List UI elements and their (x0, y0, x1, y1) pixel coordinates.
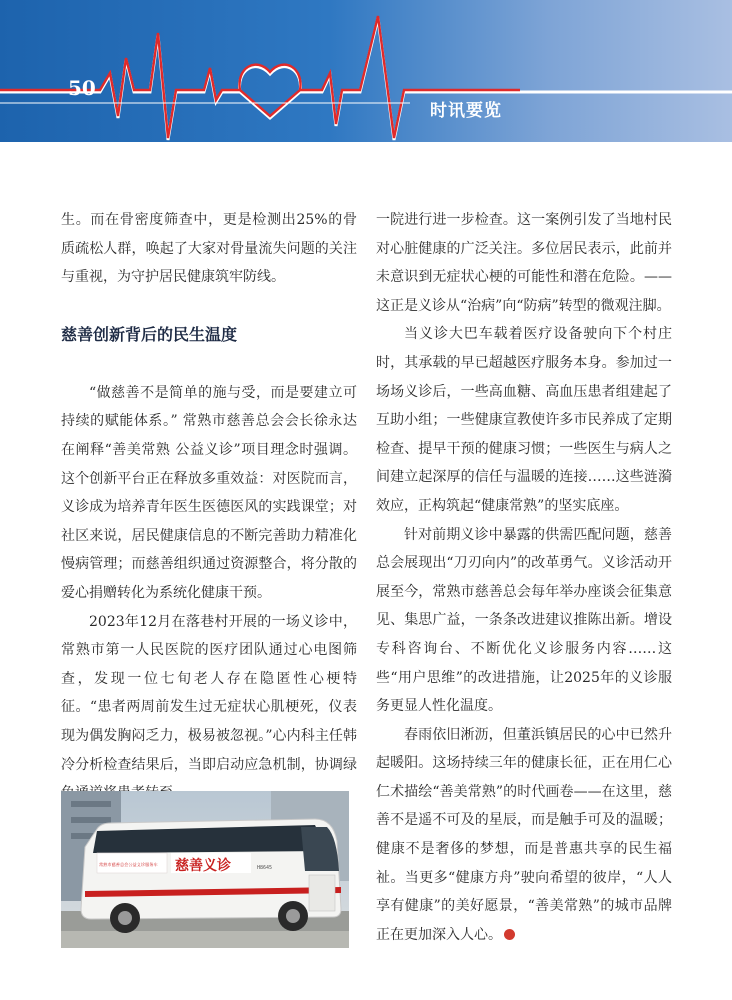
bus-side-text: 常熟市慈善总会公益义诊服务车 (99, 862, 158, 867)
page-header (0, 0, 732, 142)
right-column (376, 206, 672, 949)
ecg-heart-icon (0, 0, 732, 142)
bus-sign: 慈善义诊 (175, 858, 231, 874)
left-paragraph-1: 生。而在骨密度筛查中，更是检测出25%的骨质疏松人群，唤起了大家对骨量流失问题的关注与重视，为守护居民健康筑牢防线。 (61, 212, 357, 286)
right-paragraph-4 (376, 721, 672, 950)
right-paragraph-2: 当义诊大巴车载着医疗设备驶向下个村庄时，其承载的早已超越医疗服务本身。参加过一场场义诊后，一些高血糖、高血压患者组建起了互助小组；一些健康宣教使许多市民养成了定期检查、提早干预的健康习惯；一些医生与病人之间建立起深厚的信任与温暖的连接……这些涟漪效应，正构筑起“健康常熟”的坚实底座。 (376, 326, 672, 514)
left-paragraph-3: 2023年12月在落巷村开展的一场义诊中，常熟市第一人民医院的医疗团队通过心电图筛查，发现一位七旬老人存在隐匿性心梗特征。“患者两周前发生过无症状心肌梗死，仪表现为偶发胸闷乏力，极易被忽视。”心内科主任韩冷分析检查结果后，当即启动应急机制，协调绿 (61, 613, 357, 773)
right-paragraph-1: 一院进行进一步检查。这一案例引发了当地村民对心脏健康的广泛关注。多位居民表示，此前并未意识到无症状心梗的可能性和潜在危险。——这正是义诊从“治病”向“防病”转型的微观注脚。 (376, 212, 672, 314)
left-column (61, 206, 357, 808)
end-mark-icon (504, 929, 515, 940)
left-paragraph-2: “做慈善不是简单的施与受，而是要建立可持续的赋能体系。” 常熟市慈善总会会长徐永达在阐释“善美常熟 公益义诊”项目理念时强调。这个创新平台正在释放多重效益：对医院而言，义诊成为培养青年医生医德医风的实践课堂；对社区来说，居民健康信息的不断完善助力精准化慢病管理；而慈善组织通过资源整合，将分散的爱心捐赠转化为系统化健康干预。 (61, 384, 357, 601)
right-paragraph-4-text: 春雨依旧淅沥，但董浜镇居民的心中已然升起暖阳。这场持续三年的健康长征，正在用仁心仁术描绘“善美常熟”的时代画卷——在这里，慈善不是遥不可及的星辰，而是触手可及的温暖；健康不是奢侈的梦想，而是普惠共享的民生福祉。当更多“健康方舟”驶向希望的彼岸，“人人享有健康”的美好愿景，“善美常熟”的城市品牌正在更加深入人心。 (376, 726, 672, 943)
charity-bus-photo (61, 791, 349, 948)
section-title: 时讯要览 (430, 101, 502, 121)
page-number: 50 (68, 76, 96, 100)
bus-number: H8645 (257, 865, 273, 871)
right-paragraph-3: 针对前期义诊中暴露的供需匹配问题，慈善总会展现出“刀刃向内”的改革勇气。义诊活动开展至今，常熟市慈善总会每年举办座谈会征集意见、集思广益，一条条改进建议推陈出新。增设专科咨询台、不断优化义诊服务内容……这些“用户思维”的改进措施，让2025年的义诊服务更显人性化温度。 (376, 526, 672, 715)
section-heading: 慈善创新背后的民生温度 (61, 324, 238, 344)
